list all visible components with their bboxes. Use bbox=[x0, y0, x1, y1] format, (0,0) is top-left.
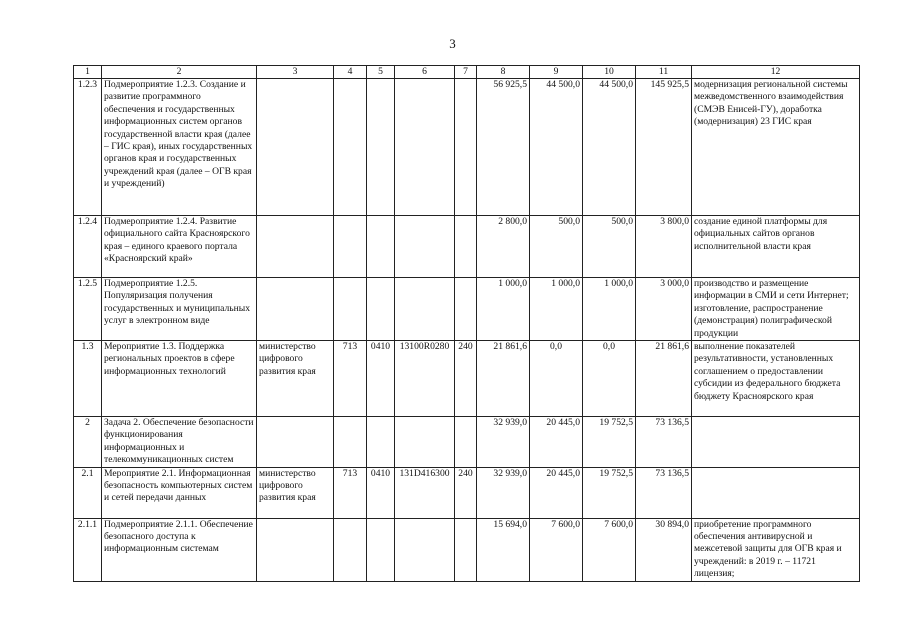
event-name: Подмероприятие 2.1.1. Обеспечение безопасного доступа к информационным системам bbox=[102, 518, 257, 581]
budget-code-cell bbox=[455, 278, 477, 341]
expected-result bbox=[692, 467, 860, 518]
budget-code-cell bbox=[455, 79, 477, 216]
budget-code-cell: 713 bbox=[334, 341, 367, 417]
budget-code-cell bbox=[367, 417, 395, 468]
column-header: 4 bbox=[334, 66, 367, 79]
row-number: 2 bbox=[74, 417, 102, 468]
column-header: 9 bbox=[530, 66, 583, 79]
amount-2019: 21 861,6 bbox=[477, 341, 530, 417]
amount-2019: 32 939,0 bbox=[477, 467, 530, 518]
expected-result: модернизация региональной системы межведомственного взаимодействия (СМЭВ Енисей-ГУ), доработка (модернизация) 23 ГИС края bbox=[692, 79, 860, 216]
budget-code-cell: 713 bbox=[334, 467, 367, 518]
responsible-org: министерство цифрового развития края bbox=[257, 341, 334, 417]
amount-2020: 1 000,0 bbox=[530, 278, 583, 341]
budget-code-cell: 0410 bbox=[367, 467, 395, 518]
expected-result bbox=[692, 417, 860, 468]
amount-2020: 44 500,0 bbox=[530, 79, 583, 216]
budget-code-cell bbox=[367, 518, 395, 581]
amount-2021: 19 752,5 bbox=[583, 467, 636, 518]
amount-2021: 7 600,0 bbox=[583, 518, 636, 581]
amount-total: 21 861,6 bbox=[636, 341, 692, 417]
row-number: 2.1 bbox=[74, 467, 102, 518]
table-row bbox=[74, 79, 860, 216]
budget-code-cell bbox=[455, 518, 477, 581]
budget-code-cell bbox=[334, 278, 367, 341]
budget-code-cell bbox=[334, 216, 367, 278]
row-number: 1.2.5 bbox=[74, 278, 102, 341]
table-row bbox=[74, 467, 860, 518]
event-name: Подмероприятие 1.2.4. Развитие официального сайта Красноярского края – единого краевого портала «Красноярский край» bbox=[102, 216, 257, 278]
amount-2019: 2 800,0 bbox=[477, 216, 530, 278]
amount-total: 73 136,5 bbox=[636, 467, 692, 518]
responsible-org bbox=[257, 278, 334, 341]
page-number: 3 bbox=[449, 36, 456, 51]
amount-2021: 19 752,5 bbox=[583, 417, 636, 468]
amount-total: 3 000,0 bbox=[636, 278, 692, 341]
table-row bbox=[74, 278, 860, 341]
amount-2020: 20 445,0 bbox=[530, 417, 583, 468]
budget-code-cell bbox=[367, 216, 395, 278]
amount-2019: 32 939,0 bbox=[477, 417, 530, 468]
event-name: Мероприятие 2.1. Информационная безопасность компьютерных систем и сетей передачи данных bbox=[102, 467, 257, 518]
amount-total: 73 136,5 bbox=[636, 417, 692, 468]
table-row bbox=[74, 518, 860, 581]
column-header: 11 bbox=[636, 66, 692, 79]
expected-result: приобретение программного обеспечения антивирусной и межсетевой защиты для ОГВ края и учреждений: в 2019 г. – 11721 лицензия; bbox=[692, 518, 860, 581]
event-name: Подмероприятие 1.2.3. Создание и развитие программного обеспечения и государственных информационных систем органов государственной власти края (далее – ГИС края), иных государственных органов края и государственных учреждений края (далее – ОГВ края и учреждений) bbox=[102, 79, 257, 216]
amount-2020: 20 445,0 bbox=[530, 467, 583, 518]
column-header: 8 bbox=[477, 66, 530, 79]
amount-2019: 1 000,0 bbox=[477, 278, 530, 341]
budget-code-cell bbox=[455, 216, 477, 278]
budget-code-cell bbox=[395, 216, 455, 278]
expected-result: создание единой платформы для официальных сайтов органов исполнительной власти края bbox=[692, 216, 860, 278]
budget-code-cell bbox=[334, 417, 367, 468]
amount-total: 30 894,0 bbox=[636, 518, 692, 581]
column-header: 10 bbox=[583, 66, 636, 79]
row-number: 2.1.1 bbox=[74, 518, 102, 581]
column-header: 7 bbox=[455, 66, 477, 79]
responsible-org: министерство цифрового развития края bbox=[257, 467, 334, 518]
table-row bbox=[74, 216, 860, 278]
budget-code-cell bbox=[334, 518, 367, 581]
budget-code-cell: 0410 bbox=[367, 341, 395, 417]
table-row bbox=[74, 417, 860, 468]
budget-code-cell bbox=[395, 79, 455, 216]
column-header: 12 bbox=[692, 66, 860, 79]
budget-code-cell: 13100R0280 bbox=[395, 341, 455, 417]
budget-code-cell bbox=[334, 79, 367, 216]
row-number: 1.2.3 bbox=[74, 79, 102, 216]
amount-2019: 56 925,5 bbox=[477, 79, 530, 216]
column-header: 2 bbox=[102, 66, 257, 79]
amount-total: 3 800,0 bbox=[636, 216, 692, 278]
column-header: 5 bbox=[367, 66, 395, 79]
budget-code-cell: 240 bbox=[455, 467, 477, 518]
amount-2020: 7 600,0 bbox=[530, 518, 583, 581]
budget-code-cell bbox=[367, 278, 395, 341]
budget-code-cell bbox=[455, 417, 477, 468]
expected-result: производство и размещение информации в СМИ и сети Интернет; изготовление, распространение (демонстрация) полиграфической продукции bbox=[692, 278, 860, 341]
amount-2021: 1 000,0 bbox=[583, 278, 636, 341]
table-row bbox=[74, 341, 860, 417]
amount-2021: 44 500,0 bbox=[583, 79, 636, 216]
column-header: 1 bbox=[74, 66, 102, 79]
budget-code-cell bbox=[395, 278, 455, 341]
amount-2020: 500,0 bbox=[530, 216, 583, 278]
responsible-org bbox=[257, 417, 334, 468]
budget-code-cell: 131D416300 bbox=[395, 467, 455, 518]
program-table bbox=[73, 65, 860, 582]
budget-code-cell bbox=[395, 518, 455, 581]
event-name: Мероприятие 1.3. Поддержка региональных проектов в сфере информационных технологий bbox=[102, 341, 257, 417]
responsible-org bbox=[257, 216, 334, 278]
responsible-org bbox=[257, 79, 334, 216]
amount-2021: 500,0 bbox=[583, 216, 636, 278]
amount-2021: 0,0 bbox=[583, 341, 636, 417]
event-name: Подмероприятие 1.2.5. Популяризация получения государственных и муниципальных услуг в электронном виде bbox=[102, 278, 257, 341]
row-number: 1.2.4 bbox=[74, 216, 102, 278]
column-number-row bbox=[74, 66, 860, 79]
amount-total: 145 925,5 bbox=[636, 79, 692, 216]
amount-2020: 0,0 bbox=[530, 341, 583, 417]
row-number: 1.3 bbox=[74, 341, 102, 417]
responsible-org bbox=[257, 518, 334, 581]
column-header: 6 bbox=[395, 66, 455, 79]
expected-result: выполнение показателей результативности, установленных соглашением о предоставлении субсидии из федерального бюджета бюджету Красноярского края bbox=[692, 341, 860, 417]
budget-code-cell bbox=[395, 417, 455, 468]
budget-code-cell: 240 bbox=[455, 341, 477, 417]
event-name: Задача 2. Обеспечение безопасности функционирования информационных и телекоммуникационных систем bbox=[102, 417, 257, 468]
column-header: 3 bbox=[257, 66, 334, 79]
budget-code-cell bbox=[367, 79, 395, 216]
amount-2019: 15 694,0 bbox=[477, 518, 530, 581]
